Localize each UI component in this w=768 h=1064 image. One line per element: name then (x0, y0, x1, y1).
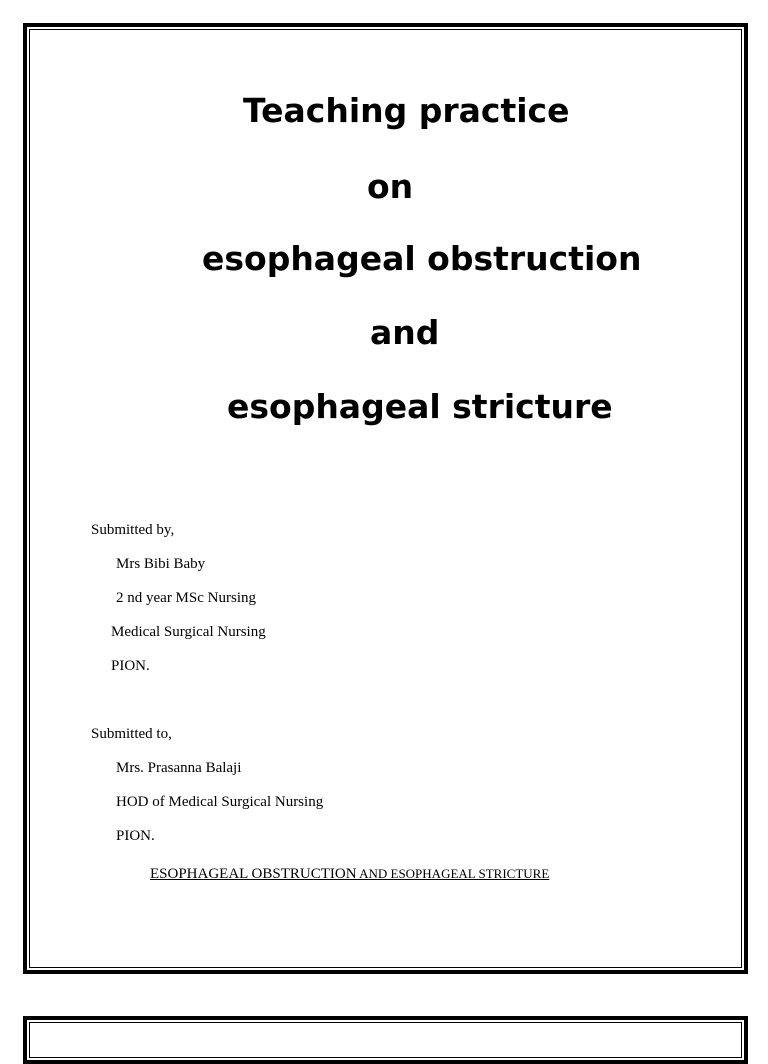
recipient-institution: PION. (116, 828, 155, 844)
submitter-institution: PION. (111, 658, 150, 674)
submitter-name: Mrs Bibi Baby (116, 556, 206, 572)
recipient-role: HOD of Medical Surgical Nursing (116, 794, 324, 810)
title-line-1: Teaching practice (243, 91, 570, 130)
submitter-year: 2 nd year MSc Nursing (116, 590, 256, 606)
submitter-department: Medical Surgical Nursing (111, 624, 266, 640)
title-line-3: esophageal obstruction (202, 239, 642, 278)
submitted-to-label: Submitted to, (91, 726, 172, 742)
next-page-border-inner (29, 1022, 742, 1058)
next-page-border (23, 1016, 748, 1064)
section-heading-part-1: ESOPHAGEAL OBSTRUCTION (150, 866, 357, 882)
title-line-5: esophageal stricture (227, 387, 613, 426)
submitted-by-label: Submitted by, (91, 522, 175, 538)
title-line-2: on (367, 167, 414, 206)
section-heading-part-2: AND (356, 866, 391, 881)
section-heading (150, 867, 549, 882)
recipient-name: Mrs. Prasanna Balaji (116, 760, 242, 776)
section-heading-part-3: ESOPHAGEAL STRICTURE (390, 866, 550, 881)
title-line-4: and (370, 313, 440, 352)
